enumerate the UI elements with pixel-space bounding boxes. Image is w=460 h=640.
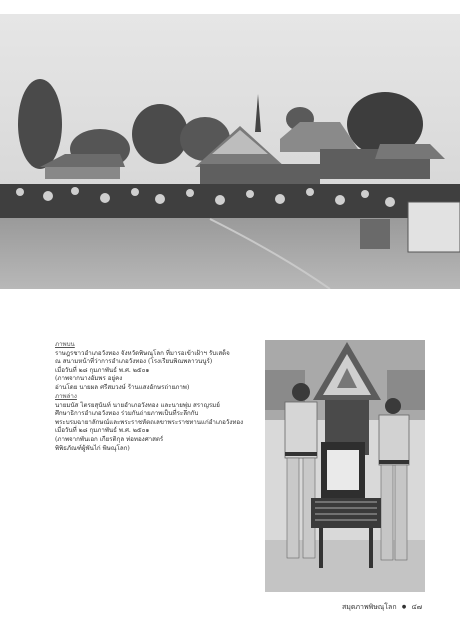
- caption-line: เมื่อวันที่ ๒๘ กุมภาพันธ์ พ.ศ. ๒๕๐๑: [55, 366, 150, 374]
- caption-line: พิพิธภัณฑ์ผู้พันไก่ พิษณุโลก): [55, 444, 130, 452]
- page-footer: [342, 602, 422, 613]
- caption-line: เมื่อวันที่ ๒๘ กุมภาพันธ์ พ.ศ. ๒๕๐๑: [55, 427, 150, 435]
- caption-line: ศึกษาธิการอำเภอวังทอง ร่วมกันถ่ายภาพเป็นที่ระลึกกับ: [55, 410, 199, 418]
- caption-line: อ่านโดย นายผล ศรีสมวงษ์ ร้านแสงอักษรถ่ายภาพ): [55, 383, 190, 391]
- caption-line: (ภาพจากนางอัมพร อยู่คง: [55, 375, 123, 383]
- caption-line: (ภาพจากพันเอก เกียรติกุล ท่อทองศาสตร์: [55, 435, 164, 443]
- caption-bottom: [55, 393, 255, 453]
- separator-dot: ●: [401, 604, 407, 610]
- page-number: ๔๗: [411, 603, 422, 611]
- crowd-photo: [0, 14, 460, 289]
- officials-photo: [265, 340, 425, 592]
- book-title: สมุดภาพพิษณุโลก: [341, 603, 397, 611]
- officials-photo-image: [265, 340, 425, 592]
- caption-top: [55, 341, 255, 393]
- crowd-photo-image: [0, 14, 460, 289]
- caption-top-title: ภาพบน: [55, 341, 75, 348]
- caption-bottom-title: ภาพล่าง: [55, 393, 77, 400]
- caption-line: พระบรมฉายาลักษณ์และพระราชหัตถเลขาพระราชทานแก่อำเภอวังทอง: [55, 418, 244, 426]
- caption-line: ราษฎรชาวอำเภอวังทอง จังหวัดพิษณุโลก ที่มารอเข้าเฝ้าฯ รับเสด็จ: [55, 349, 230, 357]
- caption-line: ณ สนามหน้าที่ว่าการอำเภอวังทอง (โรงเรียนพิณพลาวนนูร์): [55, 358, 213, 366]
- caption-line: นายมนัส ไตรยสุนันท์ นายอำเภอวังทอง และนายพุ่ม สราญรมย์: [55, 401, 220, 409]
